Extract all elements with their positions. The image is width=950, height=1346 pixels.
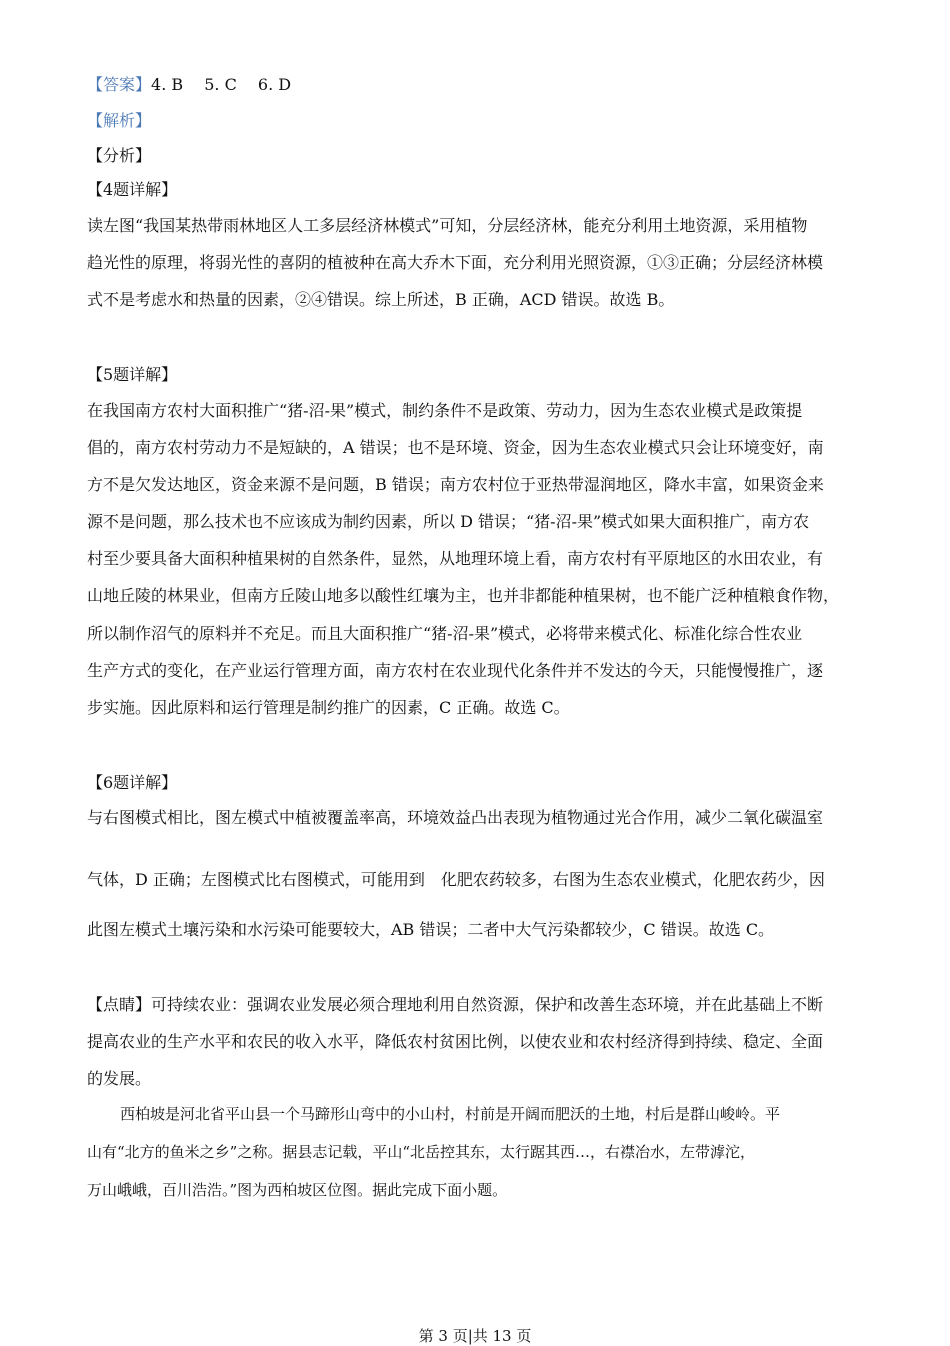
q5-line: 倡的，南方农村劳动力不是短缺的，A 错误；也不是环境、资金，因为生态农业模式只会让环境变好，南 [87,438,824,457]
passage-line: 万山峨峨，百川浩浩。”图为西柏坡区位图。据此完成下面小题。 [87,1181,508,1199]
q5-heading: 【5题详解】 [87,365,178,384]
answer-label: 【答案】 [87,75,152,94]
fenxi-label: 【分析】 [87,146,152,165]
q4-line: 趋光性的原理，将弱光性的喜阴的植被种在高大乔木下面，充分利用光照资源，①③正确；分层经济林模 [87,253,824,272]
passage-line: 山有“北方的鱼米之乡”之称。据县志记载，平山“北岳控其东，太行踞其西…，右襟冶水，左带滹沱， [87,1143,756,1161]
q4-line: 式不是考虑水和热量的因素，②④错误。综上所述，B 正确，ACD 错误。故选 B。 [87,290,675,309]
page-footer: 第 3 页|共 13 页 [418,1327,532,1345]
passage-line: 西柏坡是河北省平山县一个马蹄形山弯中的小山村，村前是开阔而肥沃的土地，村后是群山峻岭。平 [120,1105,781,1123]
q5-line: 方不是欠发达地区，资金来源不是问题，B 错误；南方农村位于亚热带湿润地区，降水丰富，如果资金来 [87,475,824,494]
q5-line: 生产方式的变化，在产业运行管理方面，南方农村在农业现代化条件并不发达的今天，只能慢慢推广，逐 [87,661,824,680]
analysis-label: 【解析】 [87,111,152,130]
q5-line: 山地丘陵的林果业，但南方丘陵山地多以酸性红壤为主，也并非都能种植果树，也不能广泛种植粮食作物， [87,586,840,605]
q6-line: 与右图模式相比，图左模式中植被覆盖率高，环境效益凸出表现为植物通过光合作用，减少二氧化碳温室 [87,808,824,827]
q5-line: 步实施。因此原料和运行管理是制约推广的因素，C 正确。故选 C。 [87,698,570,717]
answer-value: 4. B 5. C 6. D [151,75,292,94]
q4-heading: 【4题详解】 [87,180,178,199]
q5-line: 源不是问题，那么技术也不应该成为制约因素，所以 D 错误；“猪-沼-果”模式如果大面积推广，南方农 [87,512,810,531]
q6-heading: 【6题详解】 [87,773,178,792]
q6-line: 气体，D 正确；左图模式比右图模式，可能用到 化肥农药较多，右图为生态农业模式，化肥农药少，因 [87,870,825,889]
q5-line: 所以制作沼气的原料并不充足。而且大面积推广“猪-沼-果”模式，必将带来模式化、标准化综合性农业 [87,624,803,643]
q4-line: 读左图“我国某热带雨林地区人工多层经济林模式”可知，分层经济林，能充分利用土地资源，采用植物 [87,216,808,235]
dianjing-line: 的发展。 [87,1069,152,1088]
dianjing-line: 提高农业的生产水平和农民的收入水平，降低农村贫困比例，以使农业和农村经济得到持续、稳定、全面 [87,1032,824,1051]
dianjing-line: 【点睛】可持续农业：强调农业发展必须合理地利用自然资源，保护和改善生态环境，并在此基础上不断 [87,995,824,1014]
q5-line: 村至少要具备大面积种植果树的自然条件，显然，从地理环境上看，南方农村有平原地区的水田农业，有 [87,549,824,568]
q5-line: 在我国南方农村大面积推广“猪-沼-果”模式，制约条件不是政策、劳动力，因为生态农业模式是政策提 [87,401,803,420]
q6-line: 此图左模式土壤污染和水污染可能要较大，AB 错误；二者中大气污染都较少，C 错误。故选 C。 [87,920,775,939]
answer-line [87,75,291,95]
